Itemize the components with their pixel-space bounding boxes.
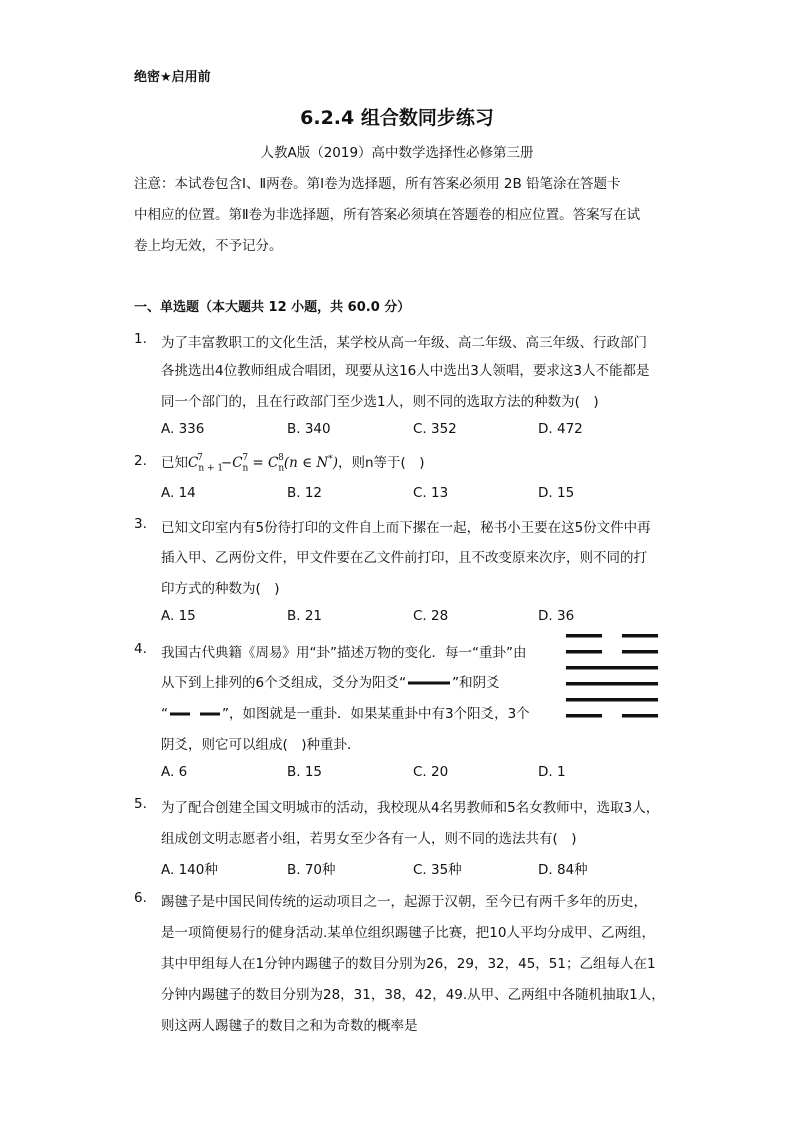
option-d: D. 36 [538, 608, 575, 624]
option-c: C. 13 [413, 485, 449, 501]
question-number: 3. [134, 516, 147, 532]
option-c: C. 28 [413, 608, 449, 624]
option-c: C. 35种 [413, 862, 462, 878]
option-d: D. 15 [538, 485, 575, 501]
option-b: B. 340 [287, 421, 331, 437]
option-d: D. 472 [538, 421, 583, 437]
question-text-line: 组成创文明志愿者小组，若男女至少各有一人，则不同的选法共有( ) [161, 831, 577, 847]
section-heading: 一、单选题（本大题共 12 小题，共 60.0 分） [134, 300, 411, 315]
yin-line-icon [168, 709, 222, 719]
question-number: 4. [134, 641, 147, 657]
option-b: B. 70种 [287, 862, 336, 878]
option-b: B. 12 [287, 485, 323, 501]
question-text-line: 为了配合创建全国文明城市的活动，我校现从4名男教师和5名女教师中，选取3人， [161, 800, 660, 816]
question-text-line: 为了丰富教职工的文化生活，某学校从高一年级、高二年级、高三年级、行政部门 [161, 335, 647, 351]
option-c: C. 20 [413, 764, 449, 780]
hexagram-line-yang [566, 666, 658, 670]
question-number: 1. [134, 331, 147, 347]
hexagram-line-yin [566, 714, 658, 718]
question-text-line: 则这两人踢毽子的数目之和为奇数的概率是 [161, 1018, 418, 1034]
question-text-line: 插入甲、乙两份文件，甲文件要在乙文件前打印，且不改变原来次序，则不同的打 [161, 550, 647, 566]
formula-prefix: 已知 [161, 455, 188, 471]
option-c: C. 352 [413, 421, 457, 437]
question-text-line: 印方式的种数为( ) [161, 581, 280, 597]
page-title: 6.2.4 组合数同步练习 [300, 107, 494, 129]
question-text-line: “ ”，如图就是一重卦．如果某重卦中有3个阳爻，3个 [161, 706, 530, 722]
option-a: A. 336 [161, 421, 205, 437]
question-text-line: 同一个部门的，且在行政部门至少选1人，则不同的选取方法的种数为( ) [161, 394, 599, 410]
yang-line-icon [406, 678, 452, 688]
question-text-line: 各挑选出4位教师组成合唱团，现要从这16人中选出3人领唱，要求这3人不能都是 [161, 363, 650, 379]
hexagram-line-yin [566, 650, 658, 654]
option-a: A. 14 [161, 485, 196, 501]
notice-line-2: 中相应的位置。第Ⅱ卷为非选择题，所有答案必须填在答题卷的相应位置。答案写在试 [134, 207, 641, 223]
notice-line-1: 注意：本试卷包含Ⅰ、Ⅱ两卷。第Ⅰ卷为选择题，所有答案必须用 2B 铅笔涂在答题卡 [134, 176, 621, 192]
question-text-line: 阴爻，则它可以组成( )种重卦． [161, 737, 361, 753]
hexagram-line-yin [566, 634, 658, 638]
question-formula-line [161, 451, 425, 474]
option-a: A. 6 [161, 764, 188, 780]
combination-formula: $C_{n + 1}^7 -C_n^7 = C_n^8(n$ ∈ N*) [188, 452, 338, 474]
formula-suffix: ，则n等于( ) [337, 455, 425, 471]
question-text-line: 踢毽子是中国民间传统的运动项目之一，起源于汉朝，至今已有两千多年的历史， [161, 894, 647, 910]
hexagram-figure [566, 634, 658, 720]
question-text-line: 已知文印室内有5份待打印的文件自上而下摞在一起，秘书小王要在这5份文件中再 [161, 520, 651, 536]
option-a: A. 140种 [161, 862, 218, 878]
question-number: 5. [134, 796, 147, 812]
question-number: 6. [134, 890, 147, 906]
option-b: B. 21 [287, 608, 323, 624]
option-d: D. 84种 [538, 862, 588, 878]
hexagram-line-yang [566, 682, 658, 686]
question-text-line: 其中甲组每人在1分钟内踢毽子的数目分别为26，29，32，45，51；乙组每人在1 [161, 956, 656, 972]
secret-label: 绝密★启用前 [134, 70, 211, 85]
question-text-line: 从下到上排列的6个爻组成，爻分为阳爻“ ”和阴爻 [161, 675, 500, 691]
page-subtitle: 人教A版（2019）高中数学选择性必修第三册 [260, 145, 534, 161]
question-text-line: 是一项简便易行的健身活动.某单位组织踢毽子比赛，把10人平均分成甲、乙两组， [161, 925, 655, 941]
option-a: A. 15 [161, 608, 196, 624]
hexagram-line-yang [566, 698, 658, 702]
option-d: D. 1 [538, 764, 566, 780]
question-number: 2. [134, 453, 147, 469]
option-b: B. 15 [287, 764, 323, 780]
question-text-line: 我国古代典籍《周易》用“卦”描述万物的变化．每一“重卦”由 [161, 645, 527, 661]
notice-line-3: 卷上均无效，不予记分。 [134, 238, 283, 254]
question-text-line: 分钟内踢毽子的数目分别为28，31，38，42，49.从甲、乙两组中各随机抽取1人， [161, 987, 665, 1003]
